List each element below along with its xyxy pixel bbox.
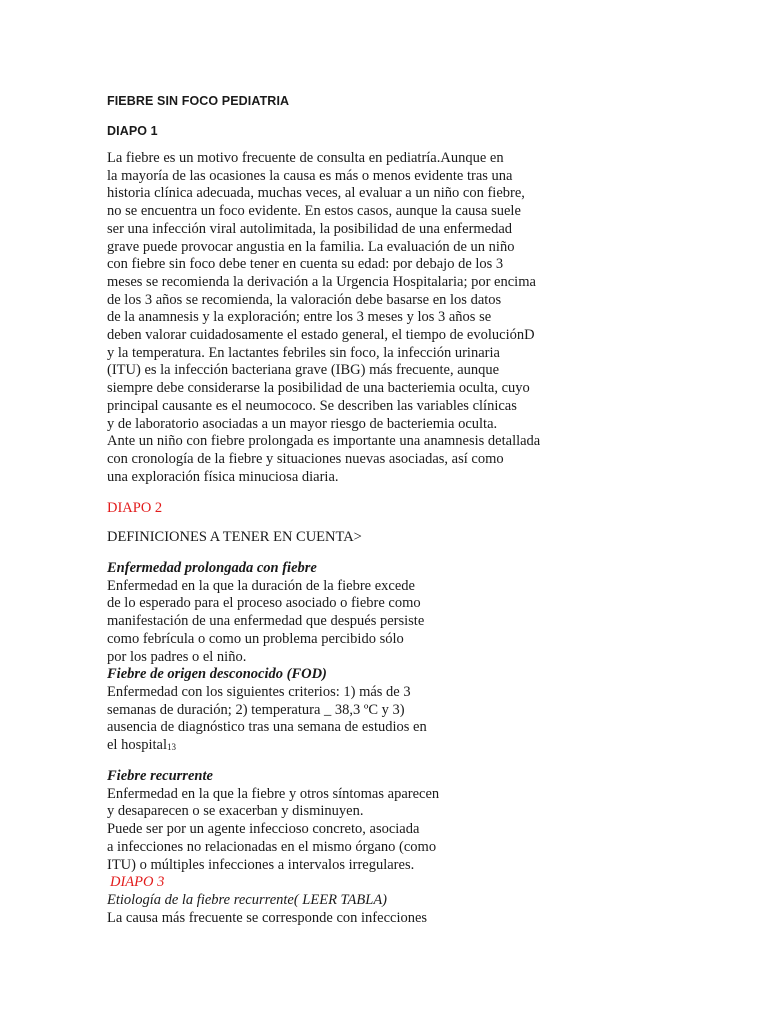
text-line: grave puede provocar angustia en la familia. La evaluación de un niño [107, 238, 515, 255]
text-line: ser una infección viral autolimitada, la posibilidad de una enfermedad [107, 220, 513, 237]
diapo-3-heading: DIAPO 3 [110, 874, 165, 891]
text-line: ausencia de diagnóstico tras una semana de estudios en [107, 719, 427, 736]
reference-number: 13 [167, 742, 177, 753]
text-line: como febrícula o como un problema percibido sólo [107, 630, 404, 647]
text-fragment: el hospital [107, 737, 168, 754]
document-title: FIEBRE SIN FOCO PEDIATRIA [107, 94, 290, 108]
term-prolonged-illness: Enfermedad prolongada con fiebre [107, 560, 317, 576]
etiology-heading: Etiología de la fiebre recurrente( LEER TABLA) [107, 891, 388, 908]
definitions-list [107, 560, 427, 757]
recurrent-fever-section [107, 768, 439, 927]
text-line: y de laboratorio asociadas a un mayor riesgo de bacteriemia oculta. [107, 415, 498, 432]
text-line: La fiebre es un motivo frecuente de consulta en pediatría.Aunque en [107, 150, 504, 166]
text-line: siempre debe considerarse la posibilidad de una bacteriemia oculta, cuyo [107, 380, 530, 397]
text-line: por los padres o el niño. [107, 648, 247, 665]
text-line: de lo esperado para el proceso asociado o fiebre como [107, 595, 421, 612]
text-line-with-reference [107, 737, 427, 757]
text-line: con fiebre sin foco debe tener en cuenta su edad: por debajo de los 3 [107, 256, 504, 273]
text-line: semanas de duración; 2) temperatura _ 38,3 ºC y 3) [107, 701, 405, 718]
term-recurrent-fever: Fiebre recurrente [107, 768, 213, 784]
text-line: historia clínica adecuada, muchas veces, al evaluar a un niño con fiebre, [107, 185, 525, 202]
text-line: meses se recomienda la derivación a la Urgencia Hospitalaria; por encima [107, 273, 536, 290]
definitions-heading: DEFINICIONES A TENER EN CUENTA> [107, 529, 362, 545]
text-line: Enfermedad en la que la fiebre y otros síntomas aparecen [107, 785, 440, 802]
text-line: manifestación de una enfermedad que después persiste [107, 613, 425, 630]
text-line: a infecciones no relacionadas en el mismo órgano (como [107, 838, 437, 855]
intro-paragraph [107, 150, 540, 486]
text-line: principal causante es el neumococo. Se describen las variables clínicas [107, 397, 517, 414]
diapo-2-heading: DIAPO 2 [107, 500, 163, 516]
text-line: (ITU) es la infección bacteriana grave (IBG) más frecuente, aunque [107, 362, 500, 379]
text-line: de los 3 años se recomienda, la valoración debe basarse en los datos [107, 291, 502, 308]
text-line: la mayoría de las ocasiones la causa es más o menos evidente tras una [107, 167, 513, 184]
text-line: ITU) o múltiples infecciones a intervalos irregulares. [107, 856, 415, 873]
text-line: deben valorar cuidadosamente el estado general, el tiempo de evoluciónD [107, 327, 535, 344]
text-line: Puede ser por un agente infeccioso concreto, asociada [107, 821, 420, 838]
text-line: La causa más frecuente se corresponde con infecciones [107, 909, 428, 926]
text-line: Enfermedad en la que la duración de la fiebre excede [107, 577, 415, 594]
text-line: Ante un niño con fiebre prolongada es importante una anamnesis detallada [107, 433, 541, 450]
text-line: no se encuentra un foco evidente. En estos casos, aunque la causa suele [107, 203, 521, 220]
diapo-1-heading: DIAPO 1 [107, 124, 158, 138]
text-line: Enfermedad con los siguientes criterios: 1) más de 3 [107, 683, 411, 700]
text-line: y desaparecen o se exacerban y disminuyen. [107, 803, 364, 820]
text-line: de la anamnesis y la exploración; entre los 3 meses y los 3 años se [107, 309, 492, 326]
text-line: con cronología de la fiebre y situaciones nuevas asociadas, así como [107, 450, 504, 467]
text-line: una exploración física minuciosa diaria. [107, 468, 339, 485]
term-fod: Fiebre de origen desconocido (FOD) [107, 666, 327, 683]
text-line: y la temperatura. En lactantes febriles sin foco, la infección urinaria [107, 344, 500, 361]
